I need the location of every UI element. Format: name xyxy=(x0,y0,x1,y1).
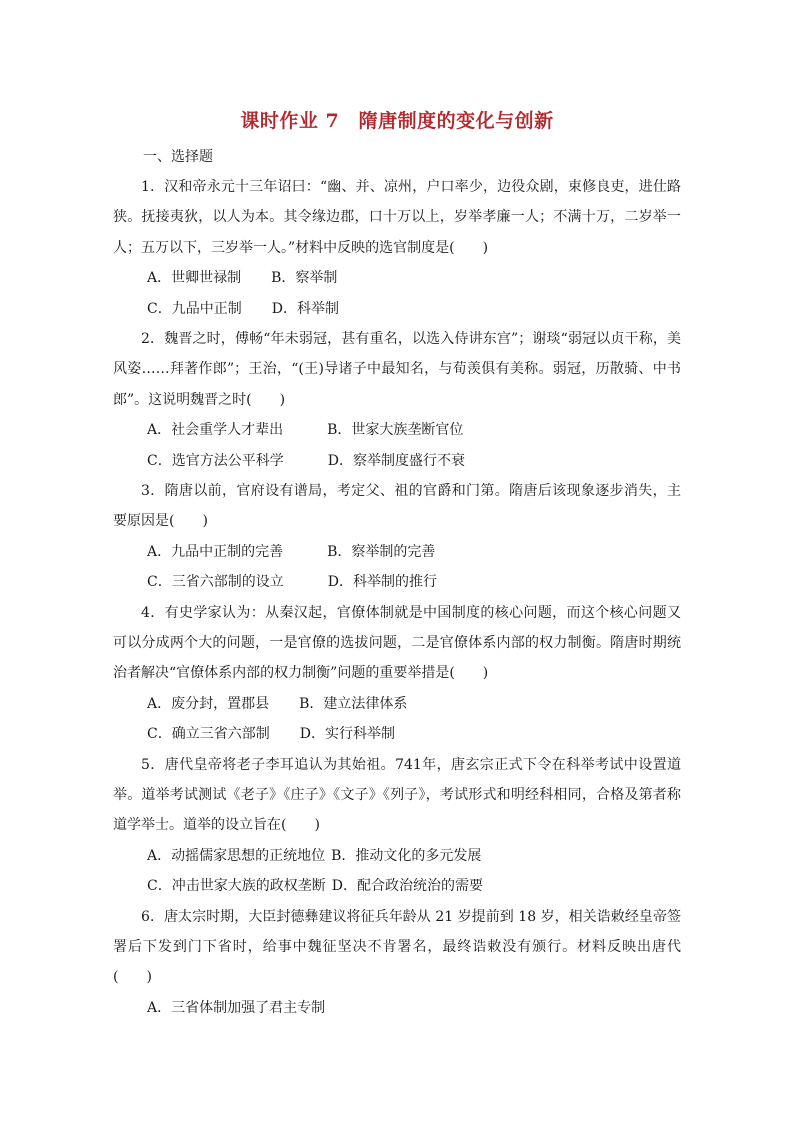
option-row xyxy=(113,871,681,901)
option-row xyxy=(113,446,681,476)
question-stem: 3．隋唐以前，官府设有谱局，考定父、祖的官爵和门第。隋唐后该现象逐步消失，主要原因是( ) xyxy=(113,483,681,530)
option-row xyxy=(113,263,681,293)
option-d: D．实行科举制 xyxy=(299,726,395,743)
option-row xyxy=(113,719,681,749)
option-c: C．九品中正制 xyxy=(147,300,242,317)
option-row xyxy=(113,993,681,1023)
option-c: C．选官方法公平科学 xyxy=(147,452,284,469)
option-row xyxy=(113,567,681,597)
option-a: A．三省体制加强了君主专制 xyxy=(147,999,326,1016)
option-b: B．察举制的完善 xyxy=(327,543,436,560)
option-a: A．动摇儒家思想的正统地位 xyxy=(147,847,326,864)
option-b: B．察举制 xyxy=(271,270,338,287)
question-stem: 4．有史学家认为：从秦汉起，官僚体制就是中国制度的核心问题，而这个核心问题又可以分成两个大的问题，一是官僚的选拔问题，二是官僚体系内部的权力制衡。隋唐时期统治者解决“官僚体系内部的权力制衡”问题的重要举措是( ) xyxy=(113,604,681,682)
option-b: B．推动文化的多元发展 xyxy=(331,847,482,864)
option-a: A．社会重学人才辈出 xyxy=(147,422,284,439)
option-row xyxy=(113,294,681,324)
option-b: B．世家大族垄断官位 xyxy=(327,422,464,439)
option-b: B．建立法律体系 xyxy=(299,695,408,712)
option-a: A．九品中正制的完善 xyxy=(147,543,284,560)
option-row xyxy=(113,415,681,445)
option-d: D．察举制度盛行不衰 xyxy=(327,452,465,469)
option-c: C．确立三省六部制 xyxy=(147,726,270,743)
question-stem: 5．唐代皇帝将老子李耳追认为其始祖。741年，唐玄宗正式下令在科举考试中设置道举。道举考试测试《老子》《庄子》《文子》《列子》，考试形式和明经科相同，合格及第者称道学举士。道举的设立旨在( ) xyxy=(113,756,681,834)
option-c: C．冲击世家大族的政权垄断 xyxy=(147,878,326,895)
option-row xyxy=(113,689,681,719)
option-d: D．科举制的推行 xyxy=(327,574,437,591)
question-stem: 1．汉和帝永元十三年诏曰：“幽、并、凉州，户口率少，边役众剧，束修良吏，进仕路狭。抚接夷狄，以人为本。其令缘边郡，口十万以上，岁举孝廉一人；不满十万，二岁举一人；五万以下，三岁举一人。”材料中反映的选官制度是( ) xyxy=(113,179,681,256)
option-a: A．废分封，置郡县 xyxy=(147,695,270,712)
question-list xyxy=(113,172,681,1023)
option-row xyxy=(113,841,681,871)
option-d: D．科举制 xyxy=(271,300,339,317)
section-heading: 一、选择题 xyxy=(143,149,213,165)
page-title: 课时作业 7 隋唐制度的变化与创新 xyxy=(240,110,554,132)
option-d: D．配合政治统治的需要 xyxy=(331,878,483,895)
document-page xyxy=(113,0,681,1123)
question-stem: 6．唐太宗时期，大臣封德彝建议将征兵年龄从 21 岁提前到 18 岁，相关诰敕经皇帝签署后下发到门下省时，给事中魏征坚决不肯署名，最终诰敕没有颁行。材料反映出唐代( ) xyxy=(113,908,681,986)
option-a: A．世卿世禄制 xyxy=(147,270,242,287)
option-row xyxy=(113,537,681,567)
question-stem: 2．魏晋之时，傅畅“年未弱冠，甚有重名，以选入侍讲东宫”；谢琰“弱冠以贞干称，美风姿……拜著作郎”；王治，“(王)导诸子中最知名，与荀羡俱有美称。弱冠，历散骑、中书郎”。这说明魏晋之时( ) xyxy=(113,331,681,408)
option-c: C．三省六部制的设立 xyxy=(147,574,284,591)
